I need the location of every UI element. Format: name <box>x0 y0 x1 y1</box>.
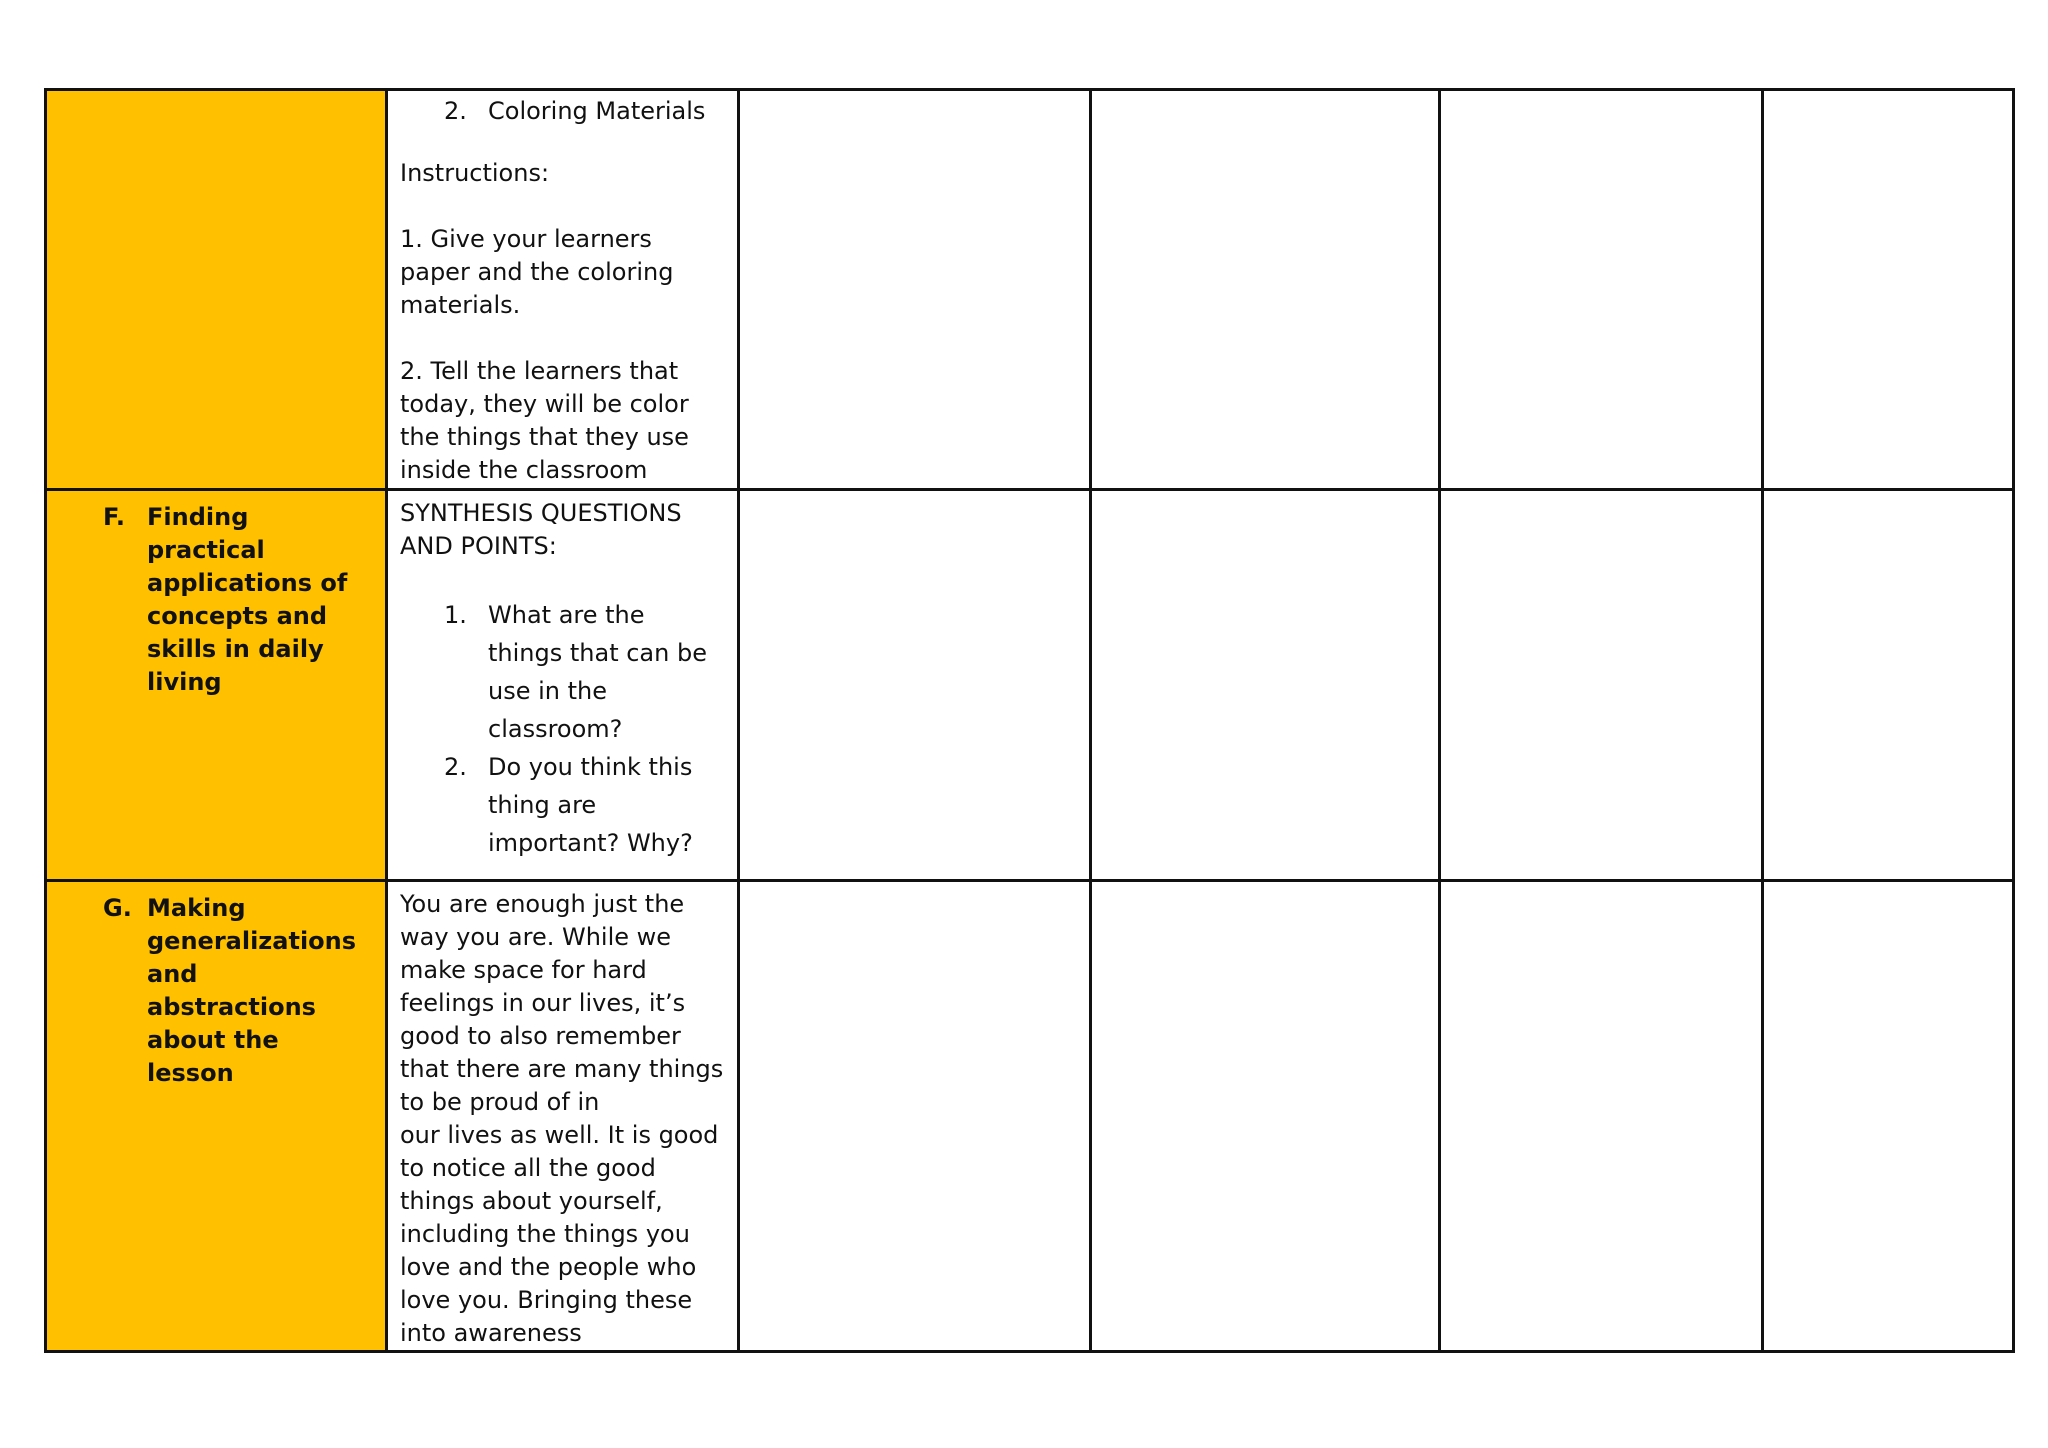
list-item-text: Coloring Materials <box>488 97 706 125</box>
empty-cell <box>739 881 1091 1352</box>
list-item <box>400 596 725 748</box>
empty-cell <box>1440 490 1763 881</box>
empty-cell <box>1091 90 1440 490</box>
table-row <box>46 490 2014 881</box>
row-label-text: Finding practical applications of concepts and skills in daily living <box>147 503 348 696</box>
row-label-letter: G. <box>103 894 132 922</box>
materials-list <box>400 95 725 128</box>
empty-cell <box>1091 490 1440 881</box>
row-label-text: Making generalizations and abstractions about the lesson <box>147 894 357 1087</box>
empty-cell <box>1763 490 2014 881</box>
empty-cell <box>1440 881 1763 1352</box>
instructions-heading: Instructions: <box>400 159 550 187</box>
lesson-plan-table <box>44 88 2015 1353</box>
row-content-cell <box>387 881 739 1352</box>
list-item-number: 2. <box>444 97 467 125</box>
row-label-cell <box>46 490 387 881</box>
list-item-number: 2. <box>444 753 467 781</box>
synthesis-heading: SYNTHESIS QUESTIONS AND POINTS: <box>400 499 682 560</box>
empty-cell <box>739 90 1091 490</box>
generalization-paragraph-2: our lives as well. It is good to notice all the good things about yourself, including the things you love and the people who love you. Bringing these into awareness <box>400 1121 719 1347</box>
empty-cell <box>1763 90 2014 490</box>
list-item-text: Do you think this thing are important? Why? <box>488 753 693 857</box>
instruction-step-1: 1. Give your learners paper and the coloring materials. <box>400 225 674 319</box>
row-label-cell <box>46 881 387 1352</box>
generalization-paragraph-1: You are enough just the way you are. While we make space for hard feelings in our lives, it’s good to also remember that there are many things to be proud of in <box>400 890 724 1116</box>
empty-cell <box>1440 90 1763 490</box>
empty-cell <box>1091 881 1440 1352</box>
empty-cell <box>739 490 1091 881</box>
list-item <box>400 748 725 862</box>
row-label-letter: F. <box>103 503 125 531</box>
row-content-cell <box>387 490 739 881</box>
table-row <box>46 90 2014 490</box>
row-label-cell <box>46 90 387 490</box>
instruction-step-2: 2. Tell the learners that today, they will be color the things that they use inside the classroom <box>400 357 689 484</box>
row-content-cell <box>387 90 739 490</box>
list-item <box>400 95 725 128</box>
empty-cell <box>1763 881 2014 1352</box>
table-row <box>46 881 2014 1352</box>
list-item-text: What are the things that can be use in the classroom? <box>488 601 707 743</box>
synthesis-questions-list <box>400 596 725 862</box>
list-item-number: 1. <box>444 601 467 629</box>
